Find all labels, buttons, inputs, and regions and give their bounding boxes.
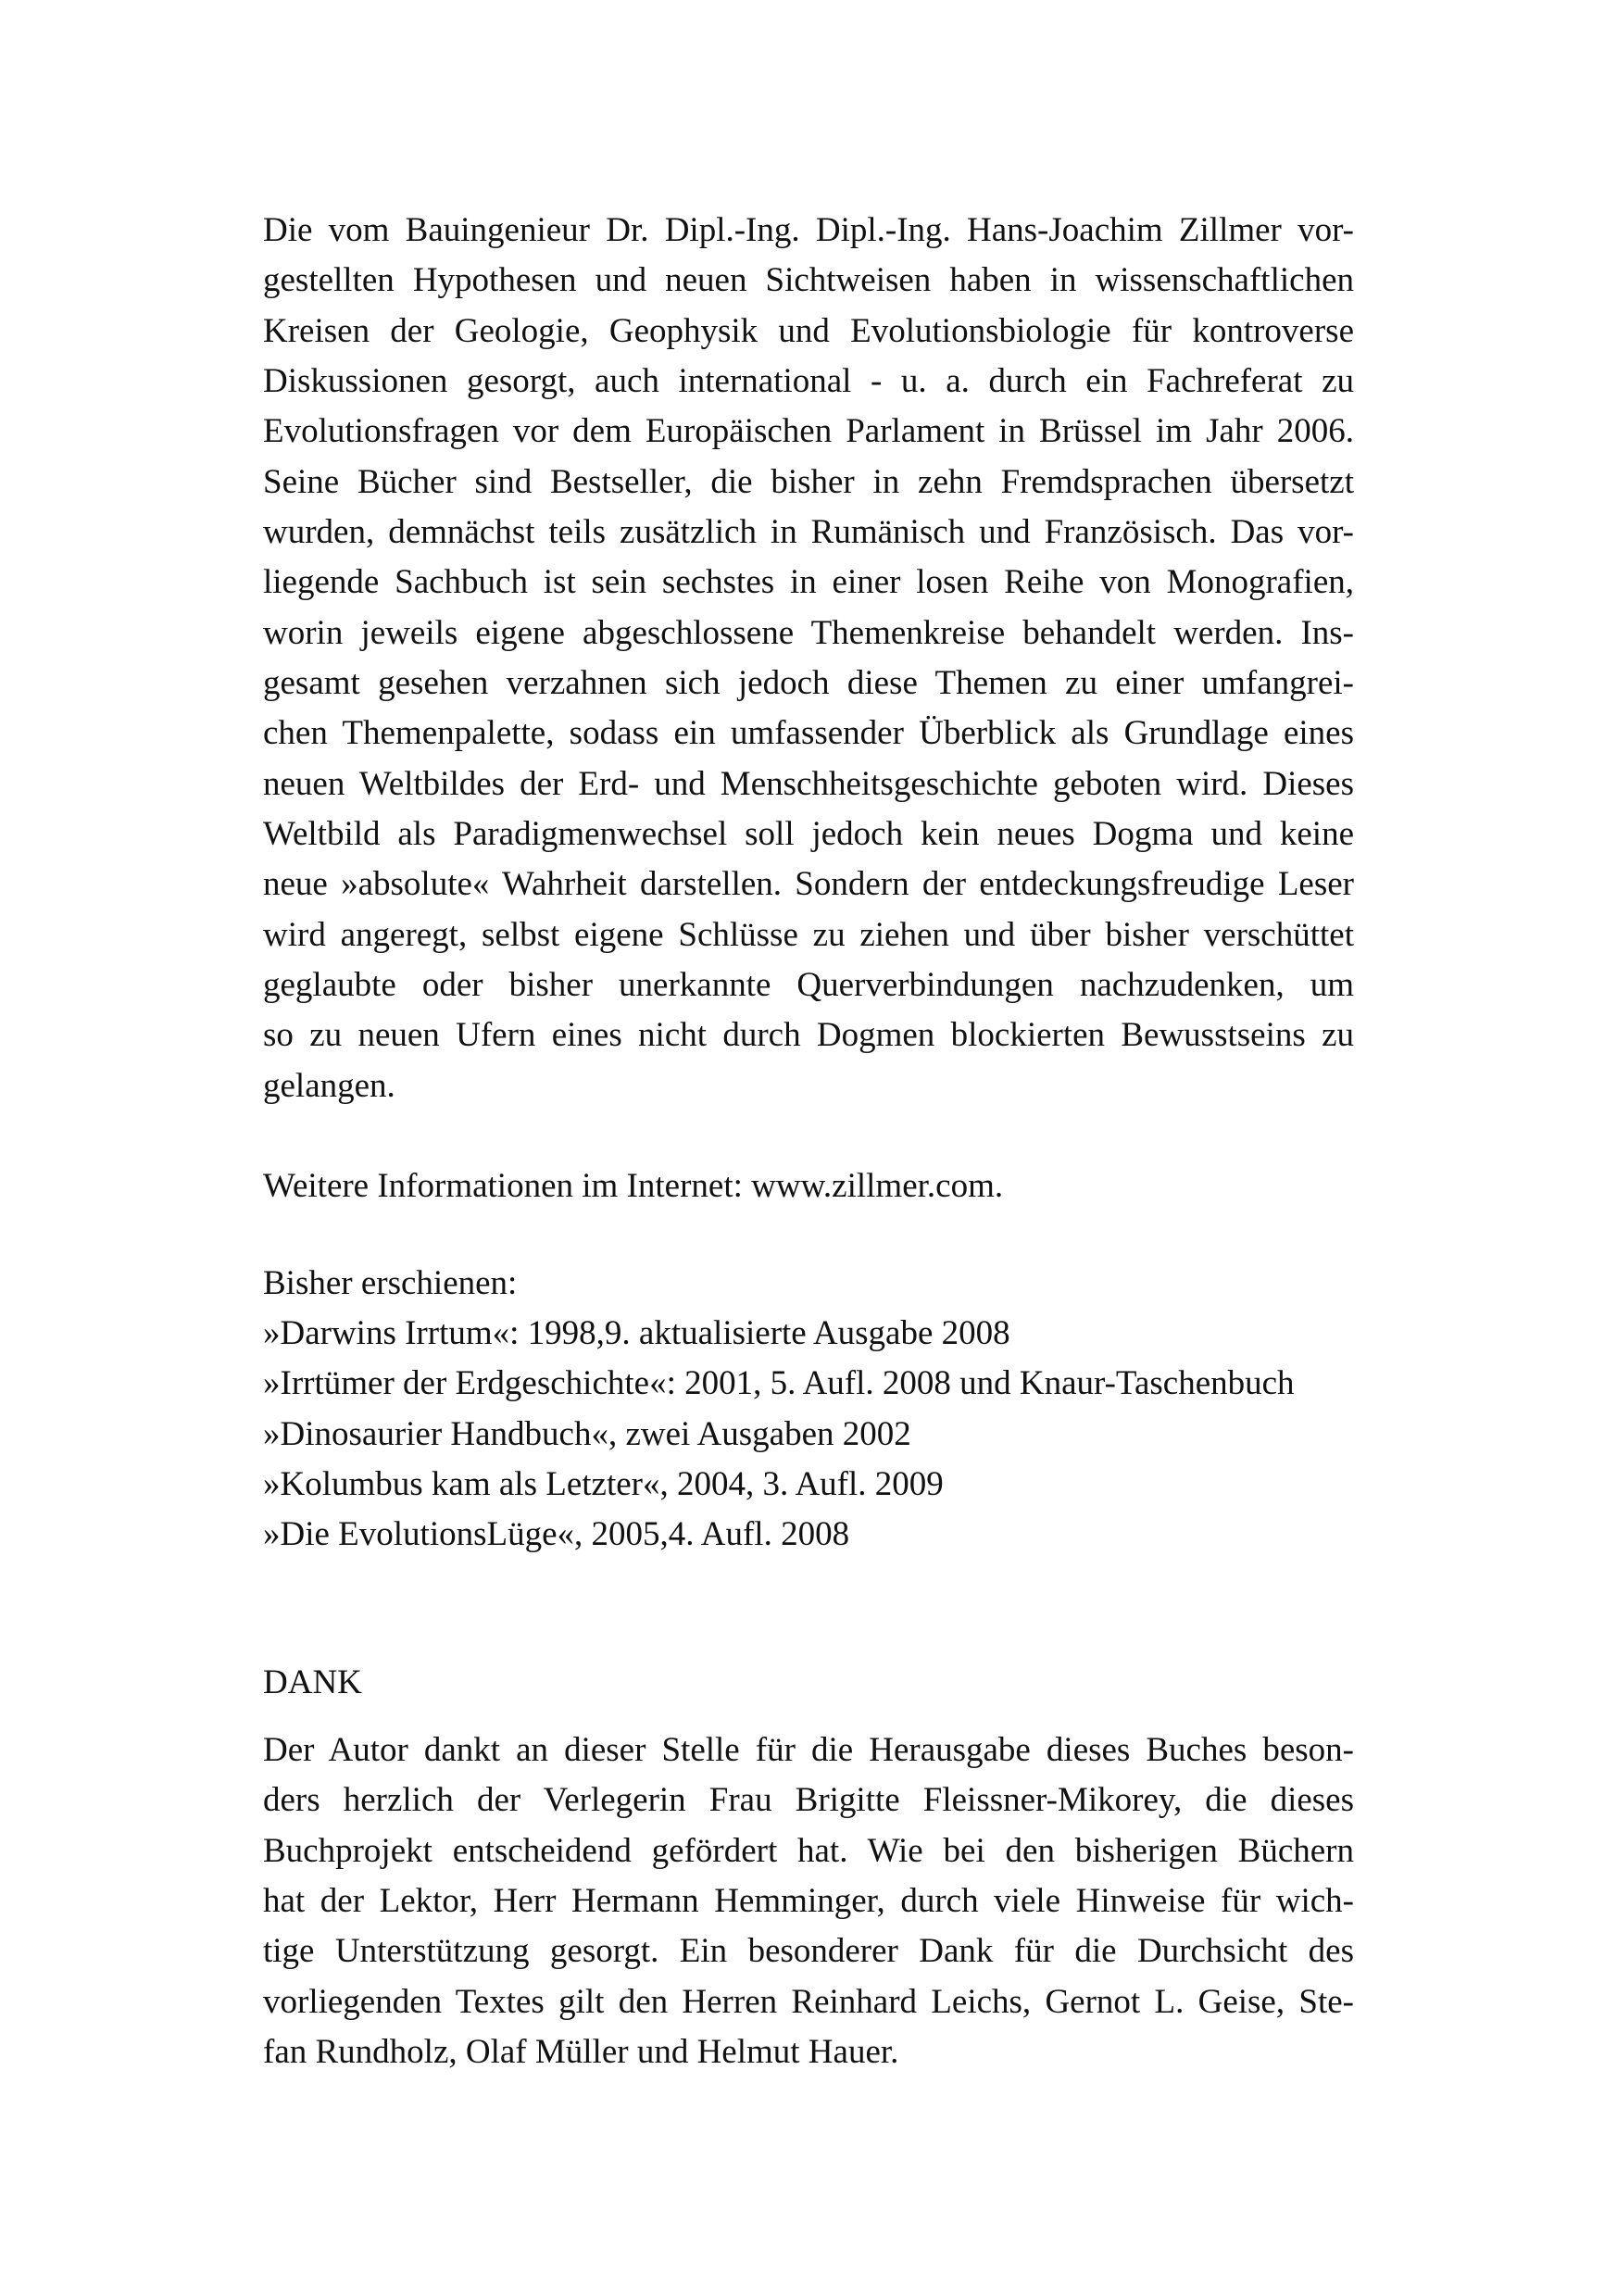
dank-line: tige Unterstützung gesorgt. Ein besonderer Dank für die Durchsicht des — [263, 1932, 1354, 1970]
intro-line: wurden, demnächst teils zusätzlich in Rumänisch und Französisch. Das vor- — [263, 513, 1354, 551]
dank-line-last: fan Rundholz, Olaf Müller und Helmut Hauer. — [263, 2033, 899, 2071]
bibliography-item: »Die EvolutionsLüge«, 2005,4. Aufl. 2008 — [263, 1515, 850, 1553]
intro-line: wird angeregt, selbst eigene Schlüsse zu ziehen und über bisher verschüttet — [263, 916, 1354, 954]
intro-line: neue »absolute« Wahrheit darstellen. Sondern der entdeckungsfreudige Leser — [263, 865, 1354, 903]
bibliography-item: »Dinosaurier Handbuch«, zwei Ausgaben 2002 — [263, 1415, 911, 1453]
dank-line: hat der Lektor, Herr Hermann Hemminger, durch viele Hinweise für wich- — [263, 1882, 1354, 1920]
dank-heading: DANK — [263, 1663, 362, 1701]
dank-line: Buchprojekt entscheidend gefördert hat. Wie bei den bisherigen Büchern — [263, 1832, 1354, 1870]
intro-line: Weltbild als Paradigmenwechsel soll jedoch kein neues Dogma und keine — [263, 815, 1354, 853]
bibliography-item: »Kolumbus kam als Letzter«, 2004, 3. Aufl. 2009 — [263, 1465, 944, 1503]
intro-line: liegende Sachbuch ist sein sechstes in einer losen Reihe von Monografien, — [263, 563, 1354, 601]
intro-line: Evolutionsfragen vor dem Europäischen Parlament in Brüssel im Jahr 2006. — [263, 412, 1354, 450]
intro-line: so zu neuen Ufern eines nicht durch Dogmen blockierten Bewusstseins zu — [263, 1016, 1354, 1054]
intro-line: worin jeweils eigene abgeschlossene Themenkreise behandelt werden. Ins- — [263, 614, 1354, 652]
intro-line: gestellten Hypothesen und neuen Sichtweisen haben in wissenschaftlichen — [263, 261, 1354, 299]
intro-line: Kreisen der Geologie, Geophysik und Evolutionsbiologie für kontroverse — [263, 312, 1354, 350]
intro-line: gesamt gesehen verzahnen sich jedoch diese Themen zu einer umfangrei- — [263, 664, 1354, 702]
intro-line-last: gelangen. — [263, 1067, 395, 1105]
dank-line: Der Autor dankt an dieser Stelle für die Herausgabe dieses Buches beson- — [263, 1731, 1354, 1769]
intro-line: geglaubte oder bisher unerkannte Querverbindungen nachzudenken, um — [263, 966, 1354, 1004]
intro-line: Diskussionen gesorgt, auch international - u. a. durch ein Fachreferat zu — [263, 362, 1354, 400]
dank-line: ders herzlich der Verlegerin Frau Brigitte Fleissner-Mikorey, die dieses — [263, 1781, 1354, 1819]
bibliography-heading: Bisher erschienen: — [263, 1264, 518, 1302]
intro-line: chen Themenpalette, sodass ein umfassender Überblick als Grundlage eines — [263, 714, 1354, 752]
bibliography-item: »Irrtümer der Erdgeschichte«: 2001, 5. Aufl. 2008 und Knaur-Taschenbuch — [263, 1364, 1295, 1402]
intro-line: neuen Weltbildes der Erd- und Menschheitsgeschichte geboten wird. Dieses — [263, 765, 1354, 803]
website-info: Weitere Informationen im Internet: www.zillmer.com. — [263, 1167, 1004, 1205]
intro-line: Die vom Bauingenieur Dr. Dipl.-Ing. Dipl.-Ing. Hans-Joachim Zillmer vor- — [263, 211, 1354, 249]
intro-line: Seine Bücher sind Bestseller, die bisher in zehn Fremdsprachen übersetzt — [263, 463, 1354, 501]
dank-line: vorliegenden Textes gilt den Herren Reinhard Leichs, Gernot L. Geise, Ste- — [263, 1983, 1354, 2021]
bibliography-item: »Darwins Irrtum«: 1998,9. aktualisierte Ausgabe 2008 — [263, 1314, 1010, 1352]
